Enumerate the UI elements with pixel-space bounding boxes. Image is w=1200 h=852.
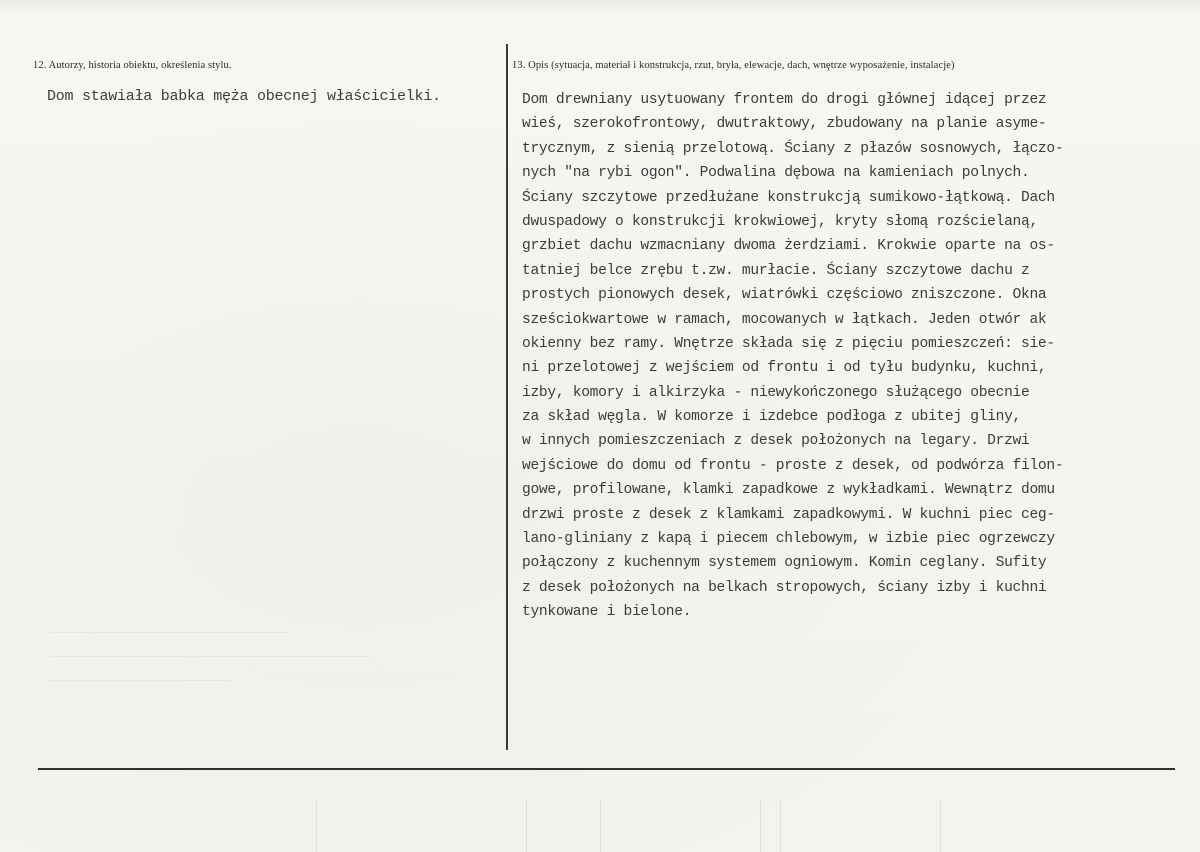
description-line: prostych pionowych desek, wiatrówki częściowo zniszczone. Okna [522,287,1047,304]
description-line: tatniej belce zrębu t.zw. murłacie. Ściany szczytowe dachu z [522,262,1030,279]
description-line: nych "na rybi ogon". Podwalina dębowa na kamieniach polnych. [522,165,1030,182]
description-line: Ściany szczytowe przedłużane konstrukcją sumikowo-łątkową. Dach [522,189,1055,206]
description-line: za skład węgla. W komorze i izdebce podłoga z ubitej gliny, [522,409,1022,426]
bottom-grid-marks [38,800,1175,852]
description-line: grzbiet dachu wzmacniany dwoma żerdziami. Krokwie oparte na os- [522,238,1055,255]
description-line: gowe, profilowane, klamki zapadkowe z wykładkami. Wewnątrz domu [522,482,1055,499]
description-line: Dom drewniany usytuowany frontem do drogi głównej idącej przez [522,92,1047,108]
column-divider [506,44,508,750]
bleed-through-mark [50,632,290,633]
description-line: w innych pomieszczeniach z desek położonych na legary. Drzwi [522,433,1030,450]
description-line: ni przelotowej z wejściem od frontu i od tyłu budynku, kuchni, [522,360,1047,377]
description-line: wieś, szerokofrontowy, dwutraktowy, zbudowany na planie asyme- [522,116,1047,133]
description-text [522,88,1063,625]
grid-mark [526,800,527,852]
description-line: dwuspadowy o konstrukcji krokwiowej, kryty słomą rozścielaną, [522,213,1038,230]
description-line: drzwi proste z desek z klamkami zapadkowymi. W kuchni piec ceg- [522,506,1055,523]
description-line: połączony z kuchennym systemem ogniowym. Komin ceglany. Sufity [522,555,1047,572]
description-line: okienny bez ramy. Wnętrze składa się z pięciu pomieszczeń: sie- [522,335,1055,352]
grid-mark [600,800,601,852]
paper-top-edge [0,0,1200,14]
description-line: trycznym, z sienią przelotową. Ściany z płazów sosnowych, łączo- [522,140,1064,157]
grid-mark [940,800,941,852]
authors-history-text: Dom stawiała babka męża obecnej właścicielki. [47,88,441,105]
section-13-header: 13. Opis (sytuacja, materiał i konstrukcja, rzut, bryła, elewacje, dach, wnętrze wyposażenie, instalacje) [512,60,955,71]
grid-mark [316,800,317,852]
description-line: wejściowe do domu od frontu - proste z desek, od podwórza filon- [522,457,1064,474]
bleed-through-mark [50,680,230,681]
grid-mark [780,800,781,852]
bottom-rule [38,768,1175,770]
description-line: tynkowane i bielone. [522,604,692,621]
description-line: z desek położonych na belkach stropowych, ściany izby i kuchni [522,579,1047,596]
description-line: lano-gliniany z kapą i piecem chlebowym, w izbie piec ogrzewczy [522,531,1055,548]
grid-mark [760,800,761,852]
description-line: izby, komory i alkirzyka - niewykończonego służącego obecnie [522,384,1030,401]
section-12-header: 12. Autorzy, historia obiektu, określenia stylu. [33,60,232,71]
description-line: sześciokwartowe w ramach, mocowanych w łątkach. Jeden otwór ak [522,311,1047,328]
bleed-through-mark [50,656,370,657]
